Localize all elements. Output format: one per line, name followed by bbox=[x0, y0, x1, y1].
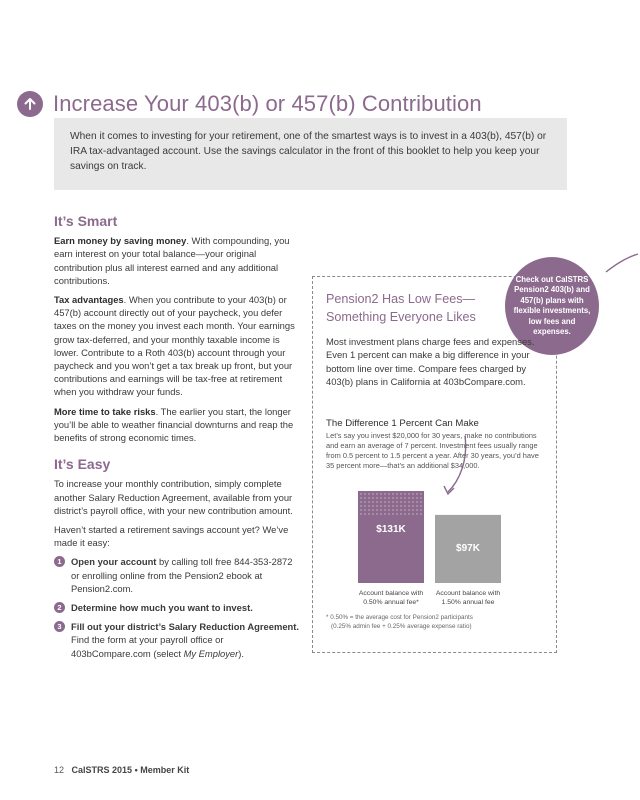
step-lead: Fill out your district’s Salary Reduction Agreement. bbox=[71, 621, 299, 633]
bar-value-label: $97K bbox=[456, 542, 480, 554]
smart-item-lead: Earn money by saving money bbox=[54, 235, 187, 247]
footer-publication: CalSTRS 2015 bbox=[71, 765, 133, 775]
smart-item bbox=[54, 234, 299, 287]
step-text: by calling toll free 844-353-2872 or enrolling online from the Pension2 ebook at Pension2.com. bbox=[71, 556, 293, 594]
smart-item-text: . The earlier you start, the longer you’ll be able to weather financial downturns and reap the benefits of strong economic times. bbox=[54, 405, 294, 444]
smart-item bbox=[54, 293, 299, 399]
fee-comparison-chart bbox=[340, 485, 520, 610]
smart-item-text: . With compounding, you earn interest on your total balance—your original contribution plus all interest earned and any additional contributions. bbox=[54, 235, 290, 286]
smart-item bbox=[54, 405, 299, 445]
easy-paragraph: To increase your monthly contribution, simply complete another Salary Reduction Agreement, available from your district’s payroll office, with your new contribution amount. bbox=[54, 478, 293, 516]
category-label: 1.50% annual fee bbox=[441, 599, 495, 606]
step-text-end: ). bbox=[238, 647, 244, 659]
easy-paragraph: Haven’t started a retirement savings account yet? We’ve made it easy: bbox=[54, 524, 289, 549]
steps-list bbox=[54, 555, 299, 659]
step-lead: Determine how much you want to invest. bbox=[71, 602, 253, 614]
smart-item-lead: Tax advantages bbox=[54, 294, 124, 306]
step-text: Find the form at your payroll office or 403bCompare.com (select bbox=[71, 634, 224, 659]
step-lead: Open your account bbox=[71, 556, 157, 568]
pension2-callout: Check out CalSTRS Pension2 403(b) and 457(b) plans with flexible investments, low fees and expenses. bbox=[505, 257, 599, 355]
page-title: Increase Your 403(b) or 457(b) Contribution bbox=[53, 90, 482, 116]
bar-value-label: $131K bbox=[376, 524, 406, 535]
category-label: Account balance with bbox=[435, 590, 501, 597]
footer-kit: Member Kit bbox=[140, 765, 190, 775]
footnote-line: * 0.50% = the average cost for Pension2 participants bbox=[326, 614, 473, 621]
difference-title: The Difference 1 Percent Can Make bbox=[326, 418, 479, 429]
category-label: Account balance with bbox=[358, 590, 424, 597]
category-label: 0.50% annual fee* bbox=[363, 599, 419, 606]
step-item bbox=[54, 601, 299, 614]
smart-item-lead: More time to take risks bbox=[54, 405, 156, 417]
step-item bbox=[54, 555, 299, 595]
step-number: 1 bbox=[54, 556, 65, 567]
easy-heading: It’s Easy bbox=[54, 456, 111, 473]
step-number: 3 bbox=[54, 621, 65, 632]
left-column bbox=[54, 215, 299, 666]
step-italic: My Employer bbox=[183, 647, 239, 659]
chart-footnote bbox=[326, 614, 546, 631]
page-footer: 12 CalSTRS 2015 • Member Kit bbox=[54, 765, 190, 775]
page-number: 12 bbox=[54, 765, 65, 775]
smart-heading: It’s Smart bbox=[54, 213, 118, 229]
difference-text: Let’s say you invest $20,000 for 30 years, make no contributions and earn an average of 7 percent. Investment fees usually range from 0.5 percent to 1.5 percent a year. After 30 years, you’d have 35 percent more—that’s an additional $34,000. bbox=[326, 431, 539, 470]
intro-box: When it comes to investing for your retirement, one of the smartest ways is to invest in a 403(b), 457(b) or IRA tax-advantaged account. Use the savings calculator in the front of this booklet to help you keep your savings on track. bbox=[54, 118, 567, 190]
arrow-up-icon bbox=[17, 91, 43, 117]
smart-item-text: . When you contribute to your 403(b) or 457(b) account directly out of your paycheck, you defer taxes on the money you invest each month. Your earnings grow tax-deferred, and your monthly taxable income is lower. Contribute to a Roth 403(b) account through your paycheck and you won’t get a tax break up front, but your contributions and earnings will be tax-free at retirement when you withdraw your funds. bbox=[54, 294, 295, 398]
fee-savings-texture bbox=[358, 491, 424, 516]
fees-heading: Pension2 Has Low Fees—Something Everyone Likes bbox=[326, 292, 476, 324]
footnote-line: (0.25% admin fee + 0.25% average expense ratio) bbox=[331, 622, 472, 630]
fees-text: Most investment plans charge fees and expenses. Even 1 percent can make a big difference in your bottom line over time. Compare fees charged by 403(b) plans in California at 403bCompare.com. bbox=[326, 336, 535, 388]
step-item bbox=[54, 620, 299, 660]
step-number: 2 bbox=[54, 602, 65, 613]
